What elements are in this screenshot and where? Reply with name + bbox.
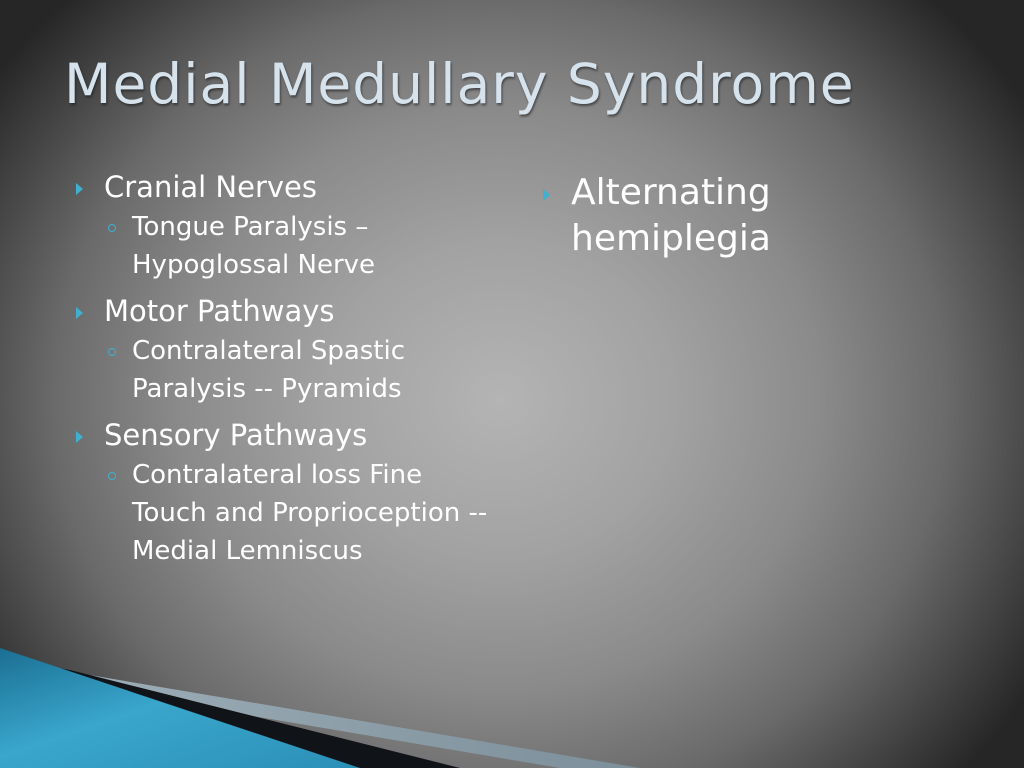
bullet-label: Alternating hemiplegia [571,172,771,259]
triangle-bullet-icon [76,431,83,443]
bullet-label: Motor Pathways [104,294,335,328]
ring-bullet-icon [108,224,116,232]
teal-band [0,648,360,768]
ring-bullet-icon [108,348,116,356]
bullet-motor-pathways [74,292,494,408]
bullet-alternating-hemiplegia [541,170,841,262]
sub-bullet-fine-touch [104,456,494,570]
sub-bullet-label: Contralateral loss Fine Touch and Proprioception -- Medial Lemniscus [132,460,488,566]
left-bullet-list [74,168,494,578]
sub-list [104,208,494,284]
sub-bullet-label: Tongue Paralysis – Hypoglossal Nerve [132,212,376,280]
slide-title: Medial Medullary Syndrome [64,52,855,116]
sub-bullet-tongue-paralysis [104,208,494,284]
bullet-label: Sensory Pathways [104,418,368,452]
bullet-cranial-nerves [74,168,494,284]
bullet-label: Cranial Nerves [104,170,317,204]
bullet-sensory-pathways [74,416,494,570]
sub-list [104,332,494,408]
sub-list [104,456,494,570]
ring-bullet-icon [108,472,116,480]
triangle-bullet-icon [76,307,83,319]
triangle-bullet-icon [76,183,83,195]
right-bullet-list [541,170,841,266]
decorative-swoosh [0,640,1024,768]
sub-bullet-label: Contralateral Spastic Paralysis -- Pyramids [132,336,406,404]
triangle-bullet-icon [543,189,550,201]
sub-bullet-spastic-paralysis [104,332,494,408]
